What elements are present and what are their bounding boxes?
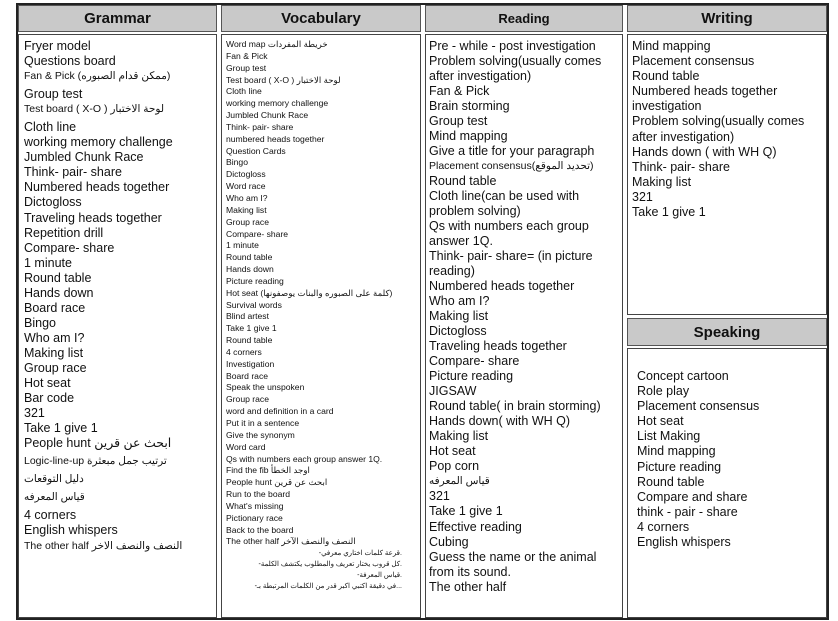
vocabulary-item: Put it in a sentence <box>226 418 300 428</box>
vocabulary-item: Find the fib اوجد الخطأ <box>226 465 310 476</box>
reading-header <box>425 5 623 32</box>
vocabulary-item: People hunt ابحث عن قرين <box>226 477 328 488</box>
vocabulary-item: Run to the board <box>226 489 291 500</box>
reading-item: Making list <box>429 429 489 444</box>
reading-item: 321 <box>429 489 450 504</box>
grammar-item: Compare- share <box>24 240 115 255</box>
reading-item: Cloth line(can be used with problem solving) <box>429 189 580 219</box>
grammar-item: 4 corners <box>24 508 77 523</box>
reading-item: Hot seat <box>429 444 476 459</box>
vocabulary-item: Back to the board <box>226 524 294 535</box>
speaking-list <box>628 349 826 550</box>
writing-item: Round table <box>632 69 700 84</box>
vocabulary-item: Word race <box>226 181 266 192</box>
grammar-item: Fryer model <box>24 39 91 53</box>
reading-list <box>426 35 622 595</box>
speaking-item: 4 corners <box>637 519 690 534</box>
vocabulary-item: The other half النصف والنصف الآخر <box>226 536 356 547</box>
reading-item: Placement consensus(تحديد الموقع) <box>429 160 594 173</box>
vocabulary-item: Take 1 give 1 <box>226 323 277 334</box>
vocabulary-item: Give the synonym <box>226 429 295 440</box>
speaking-item: Round table <box>637 474 705 489</box>
vocabulary-item: What's missing <box>226 500 284 511</box>
reading-item: Problem solving(usually comes after investigation) <box>429 54 602 84</box>
speaking-item: Mind mapping <box>637 444 716 459</box>
writing-item: Take 1 give 1 <box>632 205 706 220</box>
grammar-item: Bar code <box>24 391 75 406</box>
reading-item: Compare- share <box>429 354 520 369</box>
vocabulary-item: -قياس المعرفة. <box>357 572 402 580</box>
grammar-item: People hunt ابحث عن قرين <box>24 436 172 451</box>
vocabulary-header <box>221 5 421 32</box>
grammar-item: قياس المعرفه <box>24 491 85 504</box>
grammar-item: Jumbled Chunk Race <box>24 150 144 165</box>
writing-item: 321 <box>632 189 653 204</box>
writing-list <box>628 35 826 220</box>
speaking-item: Hot seat <box>637 414 684 429</box>
speaking-header <box>627 318 827 346</box>
vocabulary-item: Bingo <box>226 157 248 168</box>
vocabulary-item: 1 minute <box>226 240 259 251</box>
vocabulary-item: Compare- share <box>226 228 289 239</box>
reading-item: Hands down( with WH Q) <box>429 414 571 429</box>
grammar-item: Logic-line-up ترتيب جمل مبعثرة <box>24 455 167 468</box>
grammar-item: Numbered heads together <box>24 180 170 195</box>
grammar-item: Cloth line <box>24 120 77 135</box>
vocabulary-title: Vocabulary <box>281 10 361 27</box>
reading-item: Dictogloss <box>429 324 487 339</box>
grammar-item: Repetition drill <box>24 225 104 240</box>
vocabulary-item: Group race <box>226 394 269 405</box>
grammar-title: Grammar <box>84 10 151 27</box>
vocabulary-item: Cloth line <box>226 86 262 97</box>
grammar-item: Think- pair- share <box>24 165 122 180</box>
vocabulary-item: Word map خريطة المفردات <box>226 39 328 49</box>
reading-item: The other half <box>429 579 507 594</box>
grammar-item: Questions board <box>24 54 116 69</box>
grammar-item: working memory challenge <box>24 135 173 150</box>
grammar-column <box>18 34 217 618</box>
grammar-item: Hot seat <box>24 376 71 391</box>
reading-item: Traveling heads together <box>429 339 567 354</box>
reading-item: Qs with numbers each group answer 1Q. <box>429 219 589 249</box>
reading-item: Mind mapping <box>429 129 508 144</box>
grammar-item: Who am I? <box>24 330 85 345</box>
vocabulary-item: Picture reading <box>226 275 284 286</box>
vocabulary-item: Speak the unspoken <box>226 382 305 393</box>
speaking-item: List Making <box>637 429 701 444</box>
speaking-item: think - pair - share <box>637 504 738 519</box>
vocabulary-item: Board race <box>226 370 269 381</box>
speaking-item: Picture reading <box>637 459 722 474</box>
vocabulary-item: Who am I? <box>226 192 268 203</box>
reading-item: Give a title for your paragraph <box>429 144 595 159</box>
reading-title: Reading <box>498 11 550 26</box>
grammar-item: The other half النصف والنصف الاخر <box>24 539 183 552</box>
vocabulary-item: -قرعة كلمات اختاري معرفي. <box>318 550 402 558</box>
grammar-item: Round table <box>24 270 92 285</box>
grammar-item: 321 <box>24 406 45 421</box>
vocabulary-item: word and definition in a card <box>226 406 334 417</box>
vocabulary-item: Pictionary race <box>226 512 283 523</box>
vocabulary-list <box>222 35 420 592</box>
writing-title: Writing <box>701 10 753 27</box>
vocabulary-item: 4 corners <box>226 346 262 357</box>
grammar-item: 1 minute <box>24 255 72 270</box>
vocabulary-item: Round table <box>226 252 273 263</box>
reading-column <box>425 34 623 618</box>
vocabulary-item: Group race <box>226 216 269 227</box>
vocabulary-item: Survival words <box>226 299 282 310</box>
reading-item: Who am I? <box>429 294 490 309</box>
writing-column <box>627 34 827 315</box>
reading-item: Take 1 give 1 <box>429 504 503 519</box>
writing-item: Problem solving(usually comes after investigation) <box>632 114 805 144</box>
vocabulary-item: Jumbled Chunk Race <box>226 110 309 121</box>
grammar-header <box>18 5 217 32</box>
grammar-item: Group race <box>24 360 87 375</box>
reading-item: Round table( in brain storming) <box>429 399 601 414</box>
reading-item: Cubing <box>429 534 469 549</box>
speaking-item: English whispers <box>637 535 731 550</box>
writing-item: Think- pair- share <box>632 159 730 174</box>
reading-item: Fan & Pick <box>429 84 490 99</box>
reading-item: Pop corn <box>429 459 480 474</box>
grammar-item: Dictogloss <box>24 195 82 210</box>
reading-item: Picture reading <box>429 369 514 384</box>
grammar-item: Test board ( X-O ) لوحة الاختبار <box>24 103 165 116</box>
vocabulary-item: Word card <box>226 441 266 452</box>
vocabulary-item: Think- pair- share <box>226 121 294 132</box>
vocabulary-item: Making list <box>226 204 267 215</box>
grammar-list <box>19 35 216 554</box>
vocabulary-item: Round table <box>226 335 273 346</box>
reading-item: Numbered heads together <box>429 279 575 294</box>
grammar-item: Traveling heads together <box>24 210 162 225</box>
vocabulary-item: Hands down <box>226 264 274 275</box>
reading-item: Effective reading <box>429 519 522 534</box>
vocabulary-item: -كل قروب يختار تعريف والمطلوب يكتشف الكلمة. <box>258 561 402 569</box>
grammar-item: دليل التوقعات <box>24 473 84 486</box>
grammar-item: Making list <box>24 345 84 360</box>
vocabulary-item: numbered heads together <box>226 133 325 144</box>
vocabulary-item: working memory challenge <box>226 98 329 109</box>
speaking-column <box>627 348 827 618</box>
vocabulary-item: Qs with numbers each group answer 1Q. <box>226 453 383 464</box>
vocabulary-item: Investigation <box>226 358 275 369</box>
writing-item: Making list <box>632 174 692 189</box>
vocabulary-item: Hot seat (كلمة على الصبوره والبنات يوصفونها) <box>226 287 393 298</box>
grammar-item: English whispers <box>24 523 118 538</box>
writing-item: Mind mapping <box>632 39 711 53</box>
vocabulary-item: Group test <box>226 62 267 73</box>
vocabulary-item: -في دقيقة اكتبي اكبر قدر من الكلمات المرتبطة بـ... <box>254 583 402 591</box>
reading-item: JIGSAW <box>429 384 477 399</box>
writing-header <box>627 5 827 32</box>
grammar-item: Bingo <box>24 315 56 330</box>
grammar-item: Fan & Pick (ممكن قدام الصبوره) <box>24 70 171 83</box>
writing-item: Numbered heads together investigation <box>632 84 778 114</box>
speaking-title: Speaking <box>693 323 761 341</box>
speaking-item: Compare and share <box>637 489 748 504</box>
vocabulary-column <box>221 34 421 618</box>
reading-item: Brain storming <box>429 99 510 114</box>
reading-item: Making list <box>429 309 489 324</box>
reading-item: Think- pair- share= (in picture reading) <box>429 249 593 279</box>
speaking-item: Placement consensus <box>637 399 760 414</box>
speaking-item: Role play <box>637 384 690 399</box>
reading-item: Group test <box>429 114 488 129</box>
reading-item: Guess the name or the animal from its sound. <box>429 549 597 579</box>
reading-item: Round table <box>429 174 497 189</box>
vocabulary-item: Blind artest <box>226 311 269 322</box>
writing-item: Placement consensus <box>632 54 755 69</box>
vocabulary-item: Question Cards <box>226 145 286 156</box>
speaking-item: Concept cartoon <box>637 369 729 383</box>
reading-item: Pre - while - post investigation <box>429 39 596 53</box>
writing-item: Hands down ( with WH Q) <box>632 144 777 159</box>
grammar-item: Take 1 give 1 <box>24 421 98 436</box>
vocabulary-item: Test board ( X-O ) لوحة الاختبار <box>226 74 341 85</box>
reading-item: قياس المعرفه <box>429 475 490 488</box>
grammar-item: Hands down <box>24 285 94 300</box>
vocabulary-item: Dictogloss <box>226 169 266 180</box>
grammar-item: Group test <box>24 87 83 102</box>
vocabulary-item: Fan & Pick <box>226 50 268 61</box>
grammar-item: Board race <box>24 300 86 315</box>
